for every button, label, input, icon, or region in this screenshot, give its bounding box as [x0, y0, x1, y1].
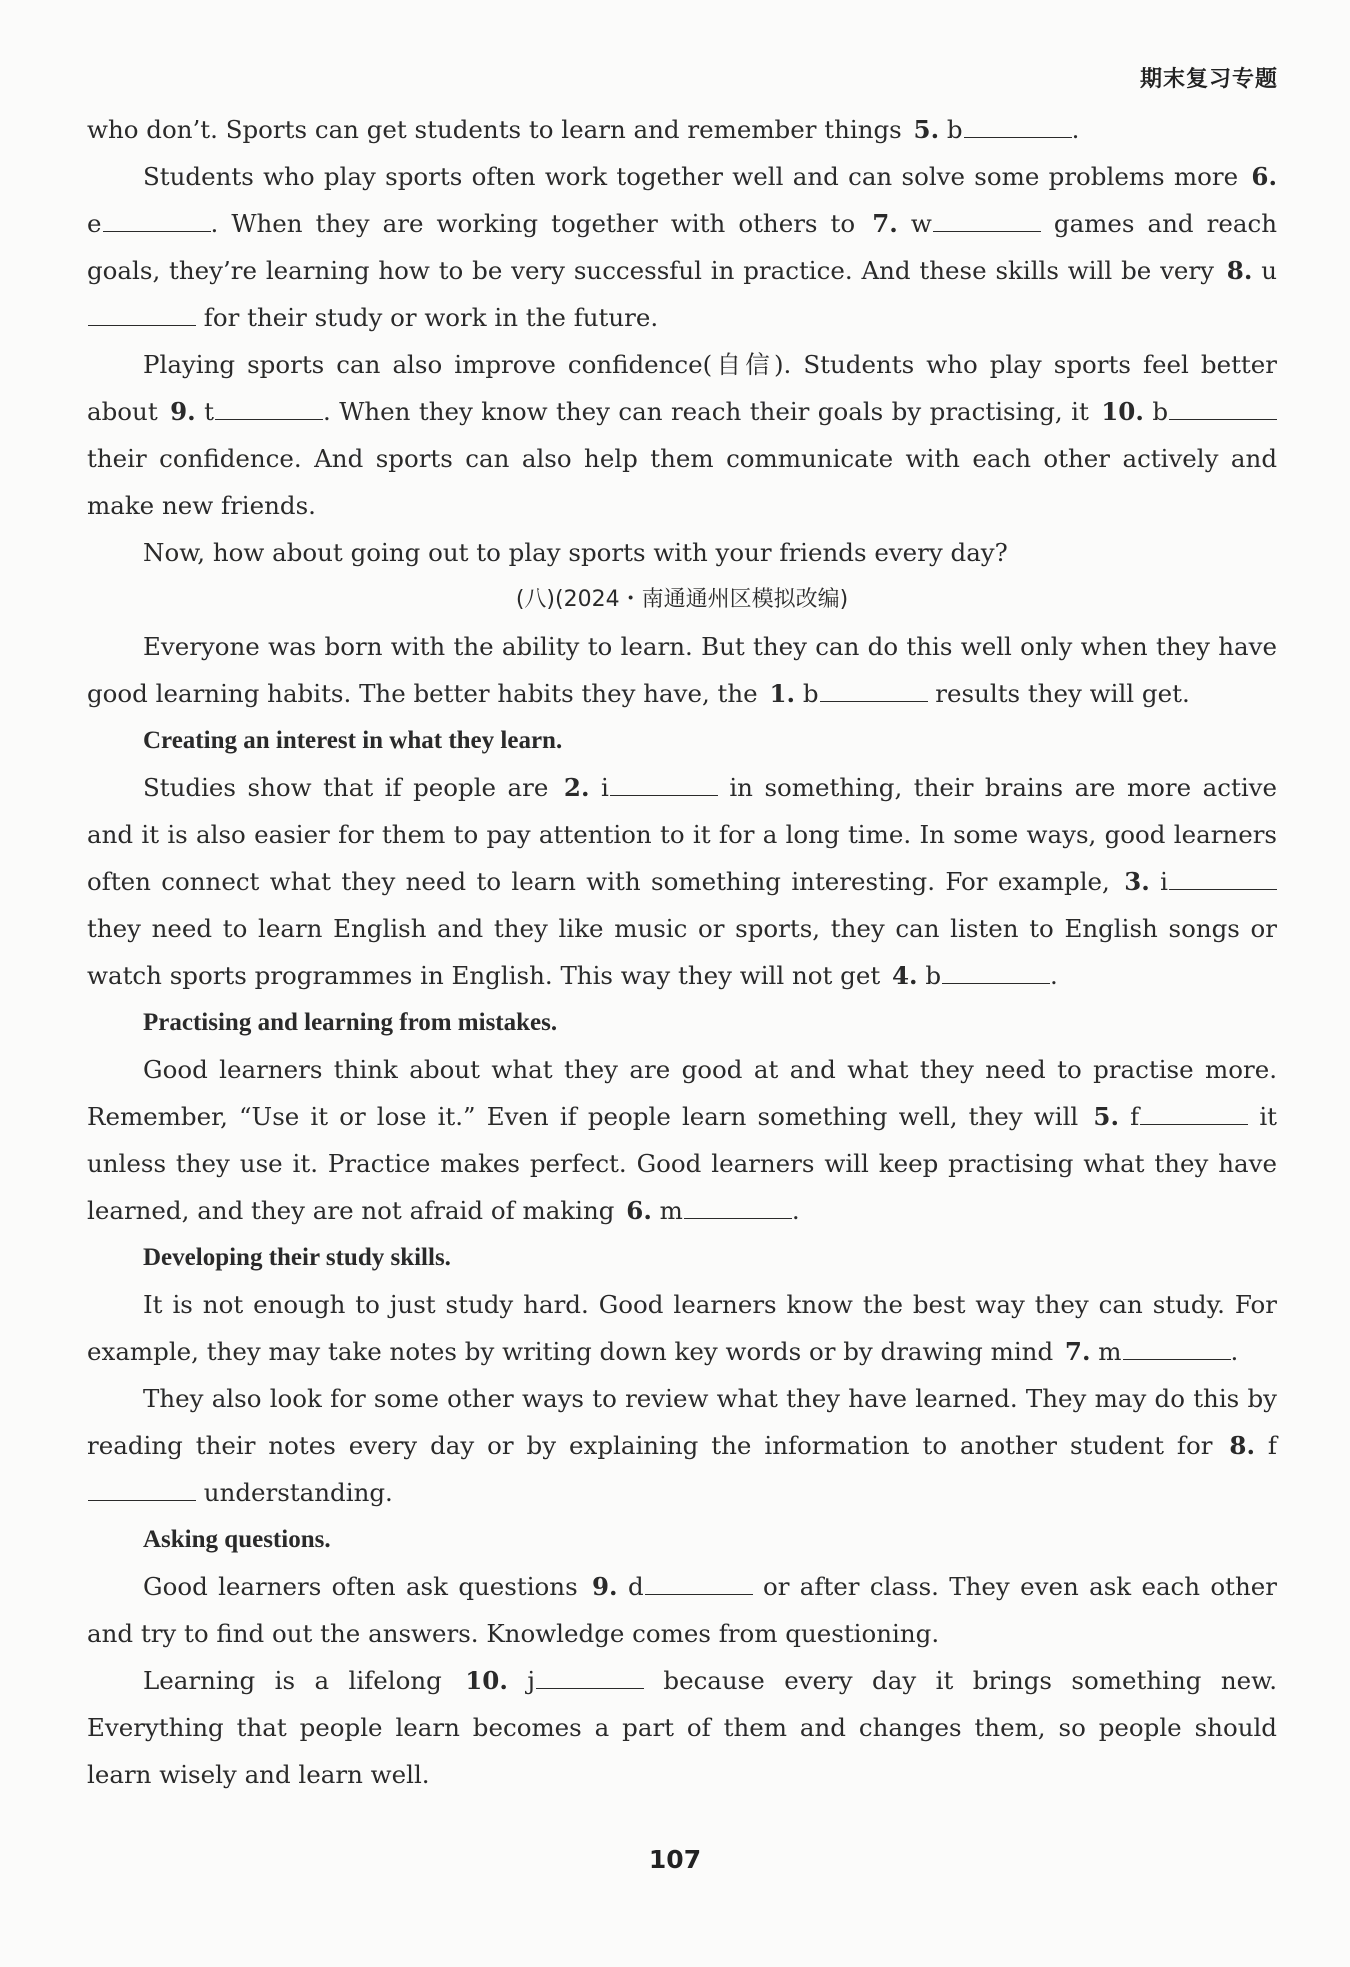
blank-initial: e — [87, 209, 102, 238]
text-run: understanding. — [203, 1478, 393, 1507]
blank-initial: f — [1267, 1431, 1277, 1460]
text-run: results they will get. — [935, 679, 1190, 708]
answer-blank[interactable] — [1169, 401, 1277, 420]
section-title: (八)(2024・南通通州区模拟改编) — [515, 587, 849, 612]
text-run: Students who play sports often work together well and can solve some problems more — [143, 162, 1239, 191]
subheading: Practising and learning from mistakes. — [143, 1009, 558, 1036]
blank-initial: j — [527, 1666, 535, 1695]
text-run: Good learners think about what they are good at and what they need to practise more. Remember, “Use it or lose it.” Even if people learn something well, they will — [87, 1055, 1277, 1131]
blank-initial: b — [946, 115, 963, 144]
answer-blank[interactable] — [103, 213, 211, 232]
blank-number: 8. — [1226, 256, 1253, 285]
page-number: 107 — [648, 1845, 702, 1874]
text-run: It is not enough to just study hard. Good learners know the best way they can study. For example, they may take notes by writing down key words or by drawing mind — [87, 1290, 1277, 1366]
answer-blank[interactable] — [610, 777, 718, 796]
text-run: they need to learn English and they like music or sports, they can listen to English songs or watch sports programmes in English. This way they will not get — [87, 914, 1277, 990]
text-run: games and reach goals, they’re learning how to be very successful in practice. And these skills will be very — [87, 209, 1277, 285]
blank-number: 2. — [563, 773, 590, 802]
blank-initial: m — [1098, 1337, 1122, 1366]
passage7-paragraph-1 — [87, 106, 1277, 153]
answer-blank[interactable] — [1140, 1106, 1248, 1125]
text-run: Playing sports can also improve confidence(自信). Students who play sports feel better about — [87, 350, 1277, 426]
blank-number: 1. — [769, 679, 796, 708]
text-run: Studies show that if people are — [143, 773, 549, 802]
blank-number: 3. — [1124, 867, 1150, 896]
subheading: Developing their study skills. — [143, 1244, 451, 1271]
text-run: their confidence. And sports can also help them communicate with each other actively and make new friends. — [87, 444, 1277, 520]
passage7-paragraph-2 — [87, 153, 1277, 341]
blank-number: 4. — [891, 961, 918, 990]
blank-number: 7. — [1064, 1337, 1091, 1366]
blank-initial: u — [1261, 256, 1277, 285]
answer-blank[interactable] — [684, 1200, 792, 1219]
blank-number: 10. — [465, 1666, 508, 1695]
passage8-paragraph-1 — [87, 623, 1277, 717]
text-run: . When they know they can reach their goals by practising, it — [322, 397, 1089, 426]
blank-number: 7. — [872, 209, 898, 238]
text-run: for their study or work in the future. — [203, 303, 659, 332]
blank-initial: b — [1152, 397, 1168, 426]
answer-blank[interactable] — [88, 307, 196, 326]
passage7-paragraph-4: Now, how about going out to play sports with your friends every day? — [143, 538, 1008, 567]
blank-initial: i — [600, 773, 609, 802]
answer-blank[interactable] — [1169, 871, 1277, 890]
blank-number: 5. — [1093, 1102, 1119, 1131]
text-run: Good learners often ask questions — [143, 1572, 578, 1601]
answer-blank[interactable] — [933, 213, 1041, 232]
text-run: . — [1230, 1337, 1239, 1366]
blank-initial: d — [627, 1572, 644, 1601]
answer-blank[interactable] — [215, 401, 323, 420]
answer-blank[interactable] — [942, 965, 1050, 984]
blank-initial: i — [1160, 867, 1169, 896]
passage8-paragraph-7 — [87, 1657, 1277, 1798]
text-run: They also look for some other ways to review what they have learned. They may do this by reading their notes every day or by explaining the information to another student for — [87, 1384, 1277, 1460]
blank-initial: b — [802, 679, 819, 708]
subheading: Asking questions. — [143, 1526, 331, 1553]
text-run: Learning is a lifelong — [143, 1666, 442, 1695]
answer-blank[interactable] — [645, 1576, 753, 1595]
blank-initial: f — [1130, 1102, 1140, 1131]
answer-blank[interactable] — [964, 119, 1072, 138]
text-run: it unless they use it. Practice makes perfect. Good learners will keep practising what they have learned, and they are not afraid of making — [87, 1102, 1278, 1225]
answer-blank[interactable] — [820, 683, 928, 702]
blank-number: 5. — [913, 115, 940, 144]
text-run: or after class. They even ask each other and try to find out the answers. Knowledge comes from questioning. — [87, 1572, 1277, 1648]
page-header: 期末复习专题 — [1139, 67, 1278, 92]
text-run: because every day it brings something new. Everything that people learn becomes a part of them and changes them, so people should learn wisely and learn well. — [87, 1666, 1277, 1789]
passage8-paragraph-6 — [87, 1563, 1277, 1657]
blank-number: 6. — [626, 1196, 652, 1225]
text-run: in something, their brains are more active and it is also easier for them to pay attention to it for a long time. In some ways, good learners often connect what they need to learn with something interesting. For example, — [87, 773, 1277, 896]
passage8-paragraph-3 — [87, 1046, 1277, 1234]
passage8-paragraph-5 — [87, 1375, 1277, 1516]
blank-number: 9. — [170, 397, 196, 426]
text-run: . — [791, 1196, 800, 1225]
blank-initial: b — [925, 961, 942, 990]
passage8-paragraph-2 — [87, 764, 1277, 999]
answer-blank[interactable] — [536, 1670, 644, 1689]
text-run: . — [1050, 961, 1058, 990]
blank-initial: m — [659, 1196, 683, 1225]
answer-blank[interactable] — [1123, 1341, 1231, 1360]
text-run: who don’t. Sports can get students to learn and remember things — [87, 115, 902, 144]
answer-blank[interactable] — [88, 1482, 196, 1501]
passage8-paragraph-4 — [87, 1281, 1277, 1375]
blank-number: 10. — [1101, 397, 1144, 426]
blank-initial: t — [204, 397, 214, 426]
blank-initial: w — [910, 209, 932, 238]
blank-number: 6. — [1251, 162, 1277, 191]
text-run: . When they are working together with others to — [210, 209, 856, 238]
text-run: . — [1071, 115, 1080, 144]
passage7-paragraph-3 — [87, 341, 1277, 529]
blank-number: 8. — [1229, 1431, 1255, 1460]
subheading: Creating an interest in what they learn. — [143, 727, 563, 754]
blank-number: 9. — [592, 1572, 618, 1601]
text-run: Everyone was born with the ability to learn. But they can do this well only when they have good learning habits. The better habits they have, the — [87, 632, 1277, 708]
page-content — [87, 106, 1277, 1798]
